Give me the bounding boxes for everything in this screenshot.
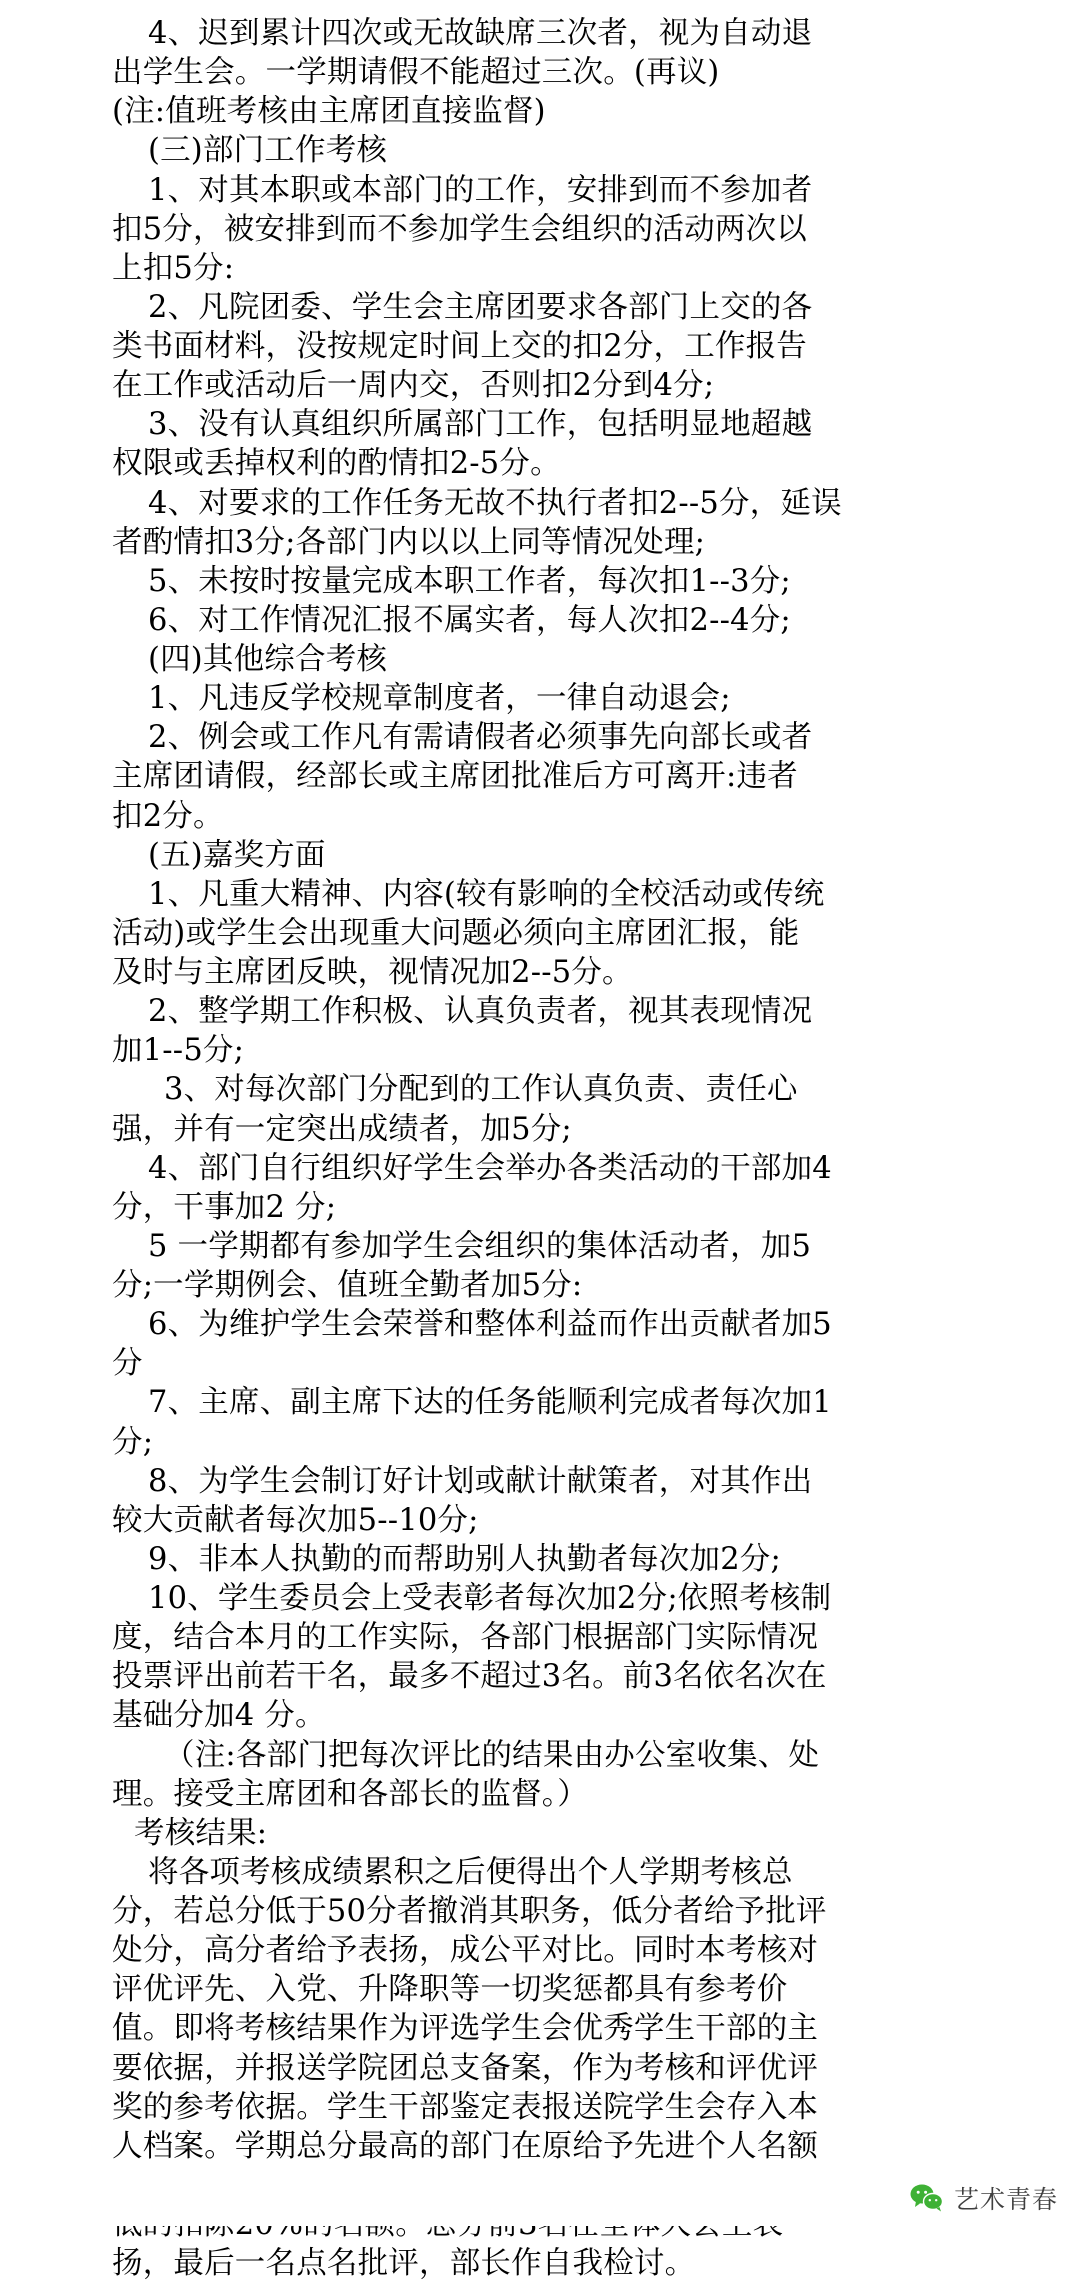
document-line: 2、例会或工作凡有需请假者必须事先向部长或者 [148, 720, 813, 756]
document-line: 将各项考核成绩累积之后便得出个人学期考核总 [148, 1854, 793, 1890]
document-line: 基础分加4 分。 [112, 1698, 326, 1734]
document-line: 强，并有一定突出成绩者，加5分; [112, 1111, 572, 1147]
document-line: 2、整学期工作积极、认真负责者，视其表现情况 [148, 994, 813, 1030]
document-line: 及时与主席团反映，视情况加2--5分。 [112, 955, 633, 990]
document-line: 3、没有认真组织所属部门工作，包括明显地超越 [148, 407, 813, 443]
document-line: 投票评出前若干名，最多不超过3名。前3名依名次在 [112, 1659, 827, 1695]
document-line: 7、主席、副主席下达的任务能顺利完成者每次加1 [148, 1385, 832, 1421]
document-line: 理。接受主席团和各部长的监督。） [112, 1776, 588, 1812]
document-line: 加1--5分; [112, 1033, 245, 1069]
document-line: 5、未按时按量完成本职工作者，每次扣1--3分; [148, 563, 791, 599]
document-line: 4、对要求的工作任务无故不执行者扣2--5分，延误 [148, 485, 842, 521]
document-line: 出学生会。一学期请假不能超过三次。(再议) [112, 55, 720, 91]
document-line: 4、迟到累计四次或无故缺席三次者，视为自动退 [148, 16, 813, 51]
document-line: 评优评先、入党、升降职等一切奖惩都具有参考价 [112, 1972, 788, 2008]
document-line: 主席团请假，经部长或主席团批准后方可离开:违者 [112, 759, 798, 795]
document-line: 活动)或学生会出现重大问题必须向主席团汇报，能 [112, 915, 800, 951]
document-line: (四)其他综合考核 [148, 642, 388, 677]
document-line: 9、非本人执勤的而帮助别人执勤者每次加2分; [148, 1541, 781, 1577]
document-line: 权限或丢掉权利的酌情扣2-5分。 [112, 446, 561, 482]
document-line: 分 [112, 1346, 143, 1382]
document-line: 在工作或活动后一周内交，否则扣2分到4分; [112, 368, 715, 404]
document-line: 奖的参考依据。学生干部鉴定表报送院学生会存入本 [112, 2089, 819, 2125]
document-line: 值。即将考核结果作为评选学生会优秀学生干部的主 [112, 2011, 819, 2047]
document-line: 上扣5分: [112, 250, 235, 286]
wechat-icon [910, 2184, 944, 2212]
document-body [112, 14, 1036, 2283]
document-line: (五)嘉奖方面 [148, 837, 326, 873]
document-line: 2、凡院团委、学生会主席团要求各部门上交的各 [148, 289, 813, 325]
document-line: 4、部门自行组织好学生会举办各类活动的干部加4 [148, 1150, 832, 1186]
document-line: 5 一学期都有参加学生会组织的集体活动者，加5 [148, 1228, 812, 1264]
document-line: 较大贡献者每次加5--10分; [112, 1502, 479, 1538]
document-line: 处分，高分者给予表扬，成公平对比。同时本考核对 [112, 1933, 819, 1969]
document-line: 分;一学期例会、值班全勤者加5分: [112, 1268, 583, 1303]
document-line: 扣5分，被安排到而不参加学生会组织的活动两次以 [112, 211, 808, 247]
document-line: 者酌情扣3分;各部门内以以上同等情况处理; [112, 524, 706, 560]
document-line: 6、为维护学生会荣誉和整体利益而作出贡献者加5 [148, 1307, 832, 1343]
wechat-account-name: 艺术青春 [953, 2185, 1058, 2214]
document-line: 10、学生委员会上受表彰者每次加2分;依照考核制 [148, 1581, 832, 1616]
document-line: 1、凡违反学校规章制度者，一律自动退会; [148, 681, 731, 717]
document-line: 3、对每次部门分配到的工作认真负责、责任心 [164, 1072, 798, 1108]
document-line: 分，若总分低于50分者撤消其职务，低分者给予批评 [112, 1894, 827, 1929]
document-line: （注:各部门把每次评比的结果由办公室收集、处 [164, 1737, 820, 1773]
document-line: 6、对工作情况汇报不属实者，每人次扣2--4分; [148, 602, 791, 638]
document-line: (注:值班考核由主席团直接监督) [112, 94, 546, 130]
document-line: 扬，最后一名点名批评，部长作自我检讨。 [112, 2246, 696, 2282]
document-line: 8、为学生会制订好计划或献计献策者，对其作出 [148, 1463, 813, 1499]
document-line: 考核结果: [134, 1815, 268, 1851]
document-line: 1、凡重大精神、内容(较有影响的全校活动或传统 [148, 876, 825, 912]
document-line: 扣2分。 [112, 798, 224, 834]
footer-bar [0, 2164, 1080, 2226]
document-line: 度，结合本月的工作实际，各部门根据部门实际情况 [112, 1620, 819, 1656]
document-line: 分，干事加2 分; [112, 1189, 337, 1225]
document-line: 类书面材料，没按规定时间上交的扣2分，工作报告 [112, 329, 808, 364]
document-line: 1、对其本职或本部门的工作，安排到而不参加者 [148, 172, 813, 208]
wechat-account-credit[interactable] [910, 2180, 1058, 2216]
document-line: (三)部门工作考核 [148, 133, 388, 169]
document-line: 人档案。学期总分最高的部门在原给予先进个人名额 [112, 2128, 819, 2164]
document-line: 分; [112, 1424, 154, 1460]
document-line: 要依据，并报送学院团总支备案，作为考核和评优评 [112, 2050, 819, 2086]
